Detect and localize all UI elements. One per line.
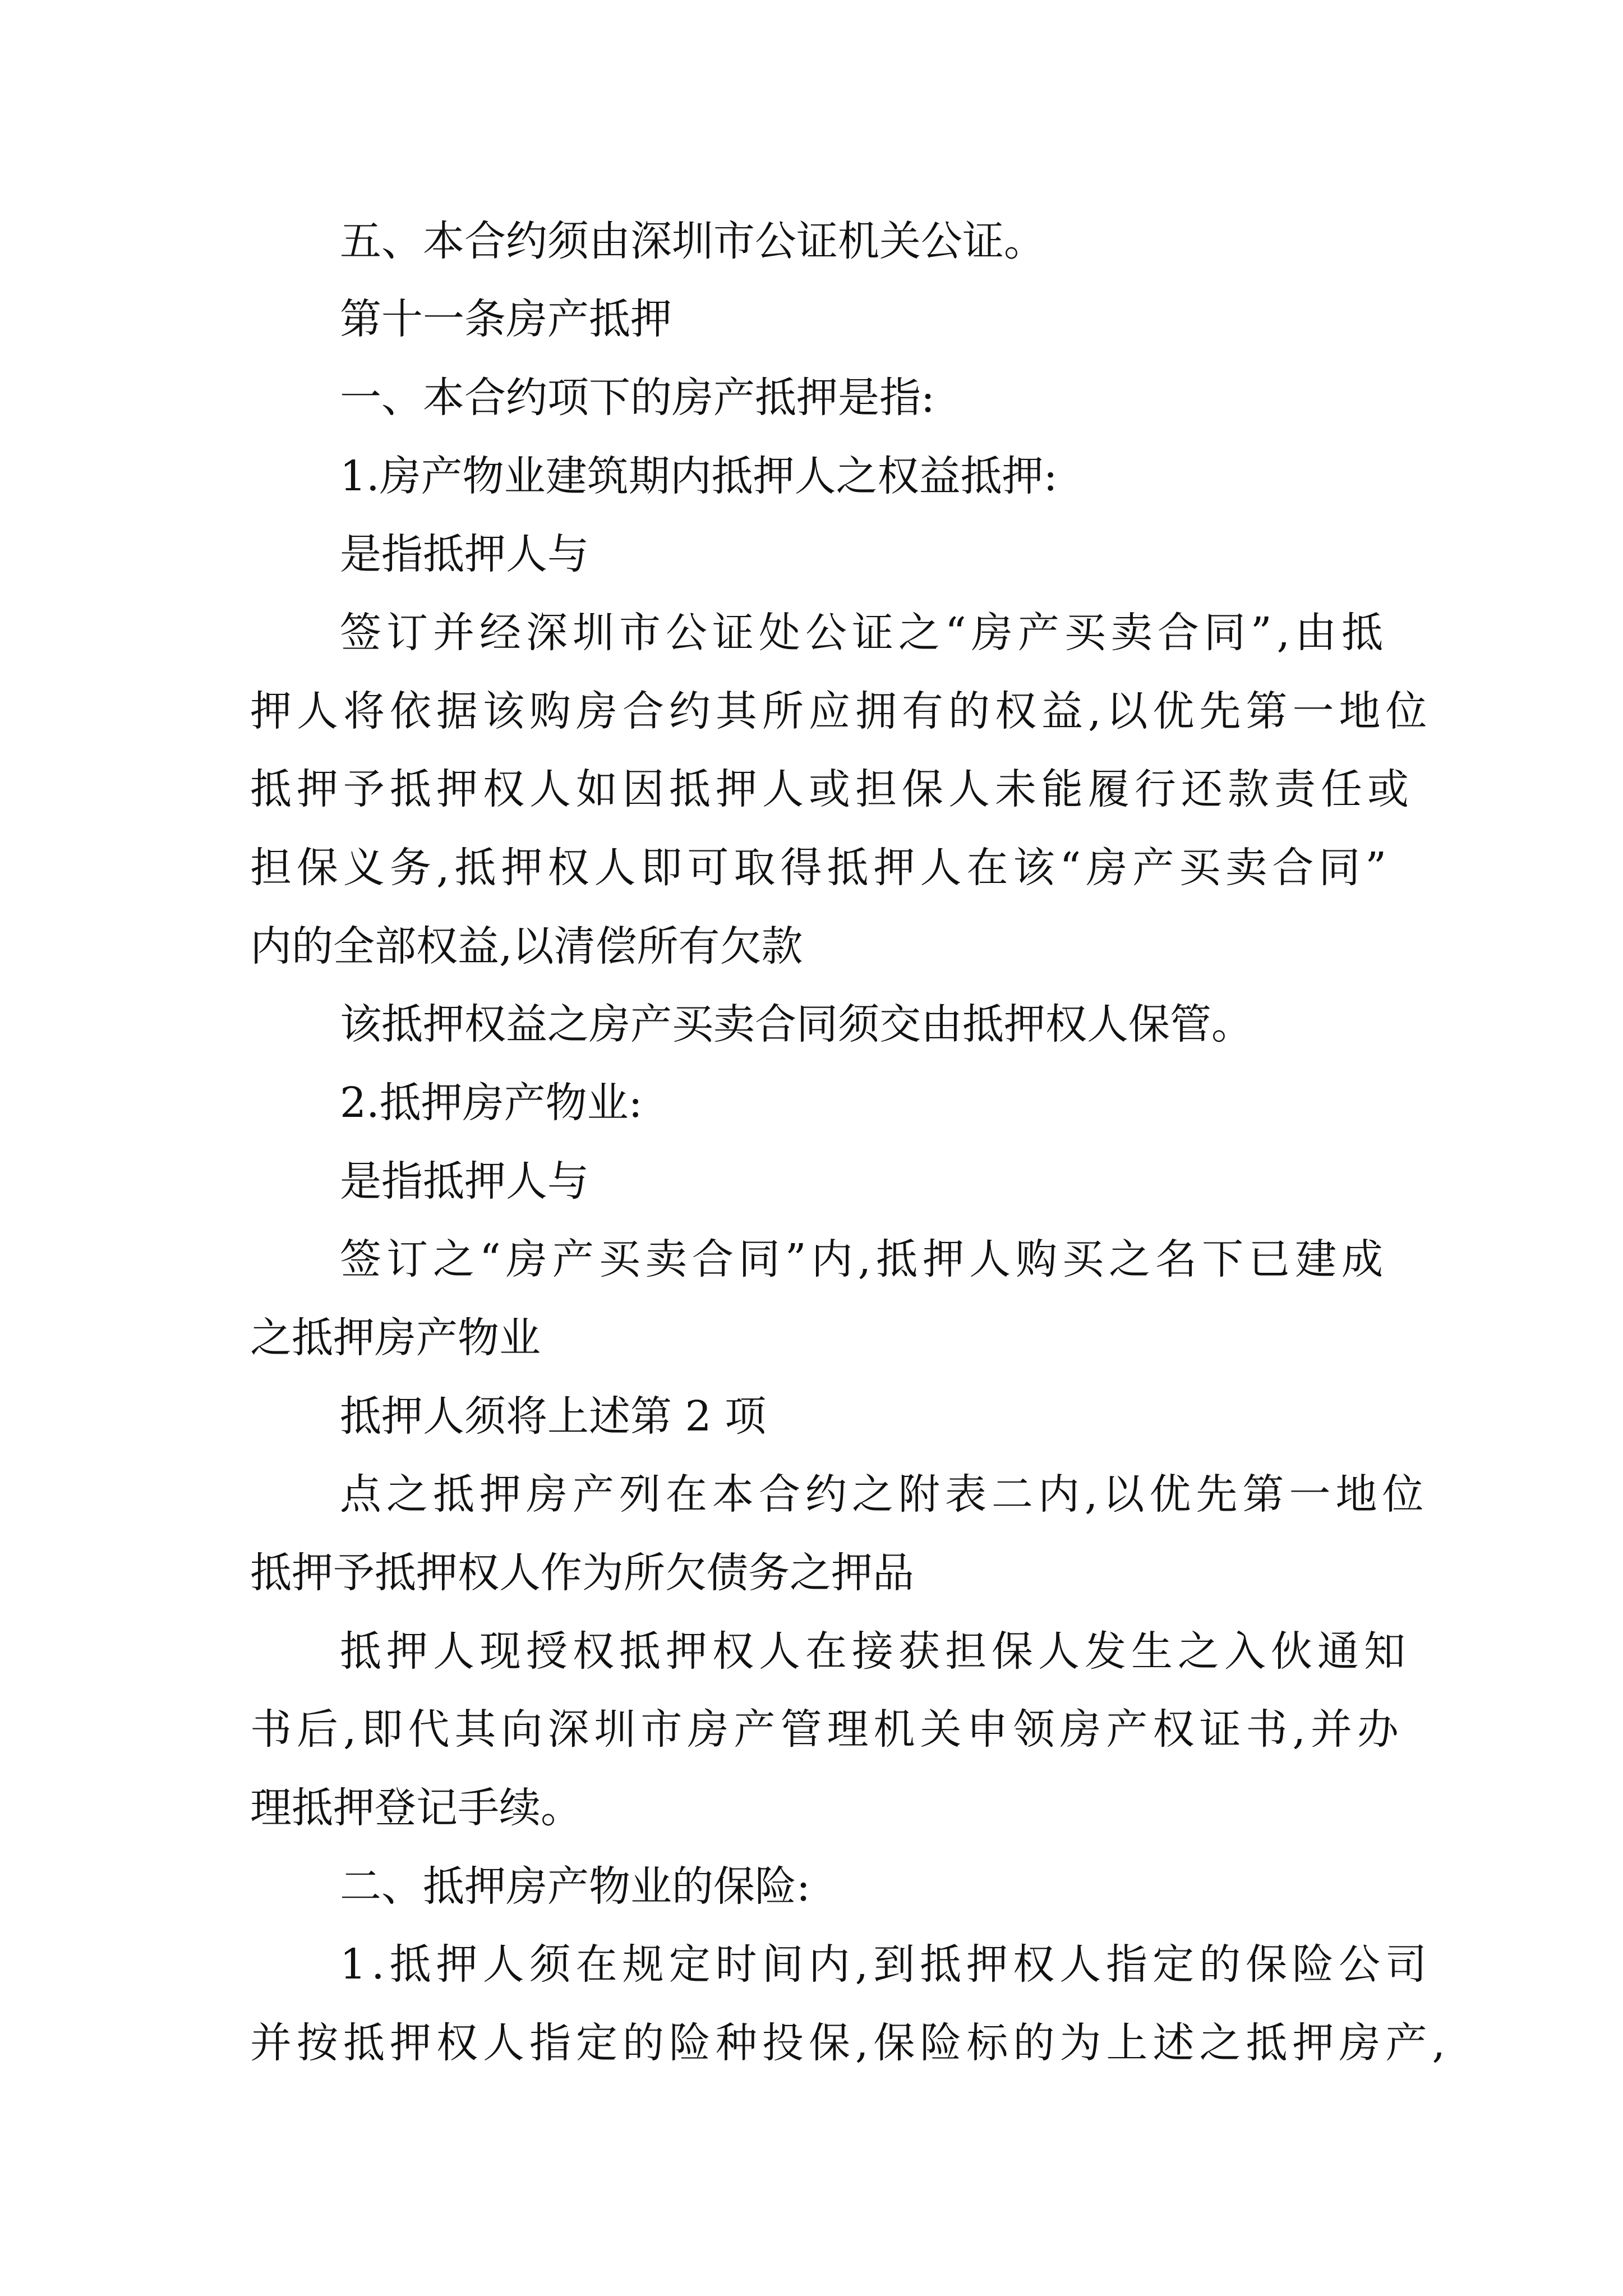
text-line-15: 之抵押房产物业 — [250, 1314, 541, 1362]
text-line-8: 抵押予抵押权人如因抵押人或担保人未能履行还款责任或 — [250, 765, 1414, 813]
text-line-22: 二、抵押房产物业的保险: — [340, 1862, 810, 1911]
text-line-9: 担保义务,抵押权人即可取得抵押人在该“房产买卖合同” — [250, 844, 1392, 892]
text-line-11: 该抵押权益之房产买卖合同须交由抵押权人保管。 — [340, 1000, 1253, 1048]
text-line-19: 抵押人现授权抵押权人在接获担保人发生之入伙通知 — [340, 1627, 1410, 1676]
text-line-21: 理抵押登记手续。 — [250, 1784, 582, 1832]
text-line-17: 点之抵押房产列在本合约之附表二内,以优先第一地位 — [340, 1470, 1429, 1519]
text-line-4: 1.房产物业建筑期内抵押人之权益抵押: — [340, 452, 1058, 500]
text-line-18: 抵押予抵押权人作为所欠债务之押品 — [250, 1549, 914, 1597]
text-line-24: 并按抵押权人指定的险种投保,保险标的为上述之抵押房产, — [250, 2019, 1451, 2067]
text-line-2: 第十一条房产抵押 — [340, 295, 672, 343]
text-line-20: 书后,即代其向深圳市房产管理机关申领房产权证书,并办 — [250, 1705, 1404, 1754]
text-line-23: 1.抵押人须在规定时间内,到抵押权人指定的保险公司 — [340, 1940, 1432, 1989]
text-line-10: 内的全部权益,以清偿所有欠款 — [250, 922, 803, 970]
text-line-16: 抵押人须将上述第 2 项 — [340, 1392, 767, 1441]
text-line-6: 签订并经深圳市公证处公证之“房产买卖合同”,由抵 — [340, 609, 1389, 657]
text-line-12: 2.抵押房产物业: — [340, 1079, 643, 1127]
text-line-13: 是指抵押人与 — [340, 1157, 589, 1205]
text-line-14: 签订之“房产买卖合同”内,抵押人购买之名下已建成 — [340, 1235, 1389, 1283]
text-line-7: 押人将依据该购房合约其所应拥有的权益,以优先第一地位 — [250, 687, 1432, 735]
text-line-3: 一、本合约项下的房产抵押是指: — [340, 374, 935, 422]
text-line-1: 五、本合约须由深圳市公证机关公证。 — [340, 217, 1045, 265]
text-line-5: 是指抵押人与 — [340, 530, 589, 578]
